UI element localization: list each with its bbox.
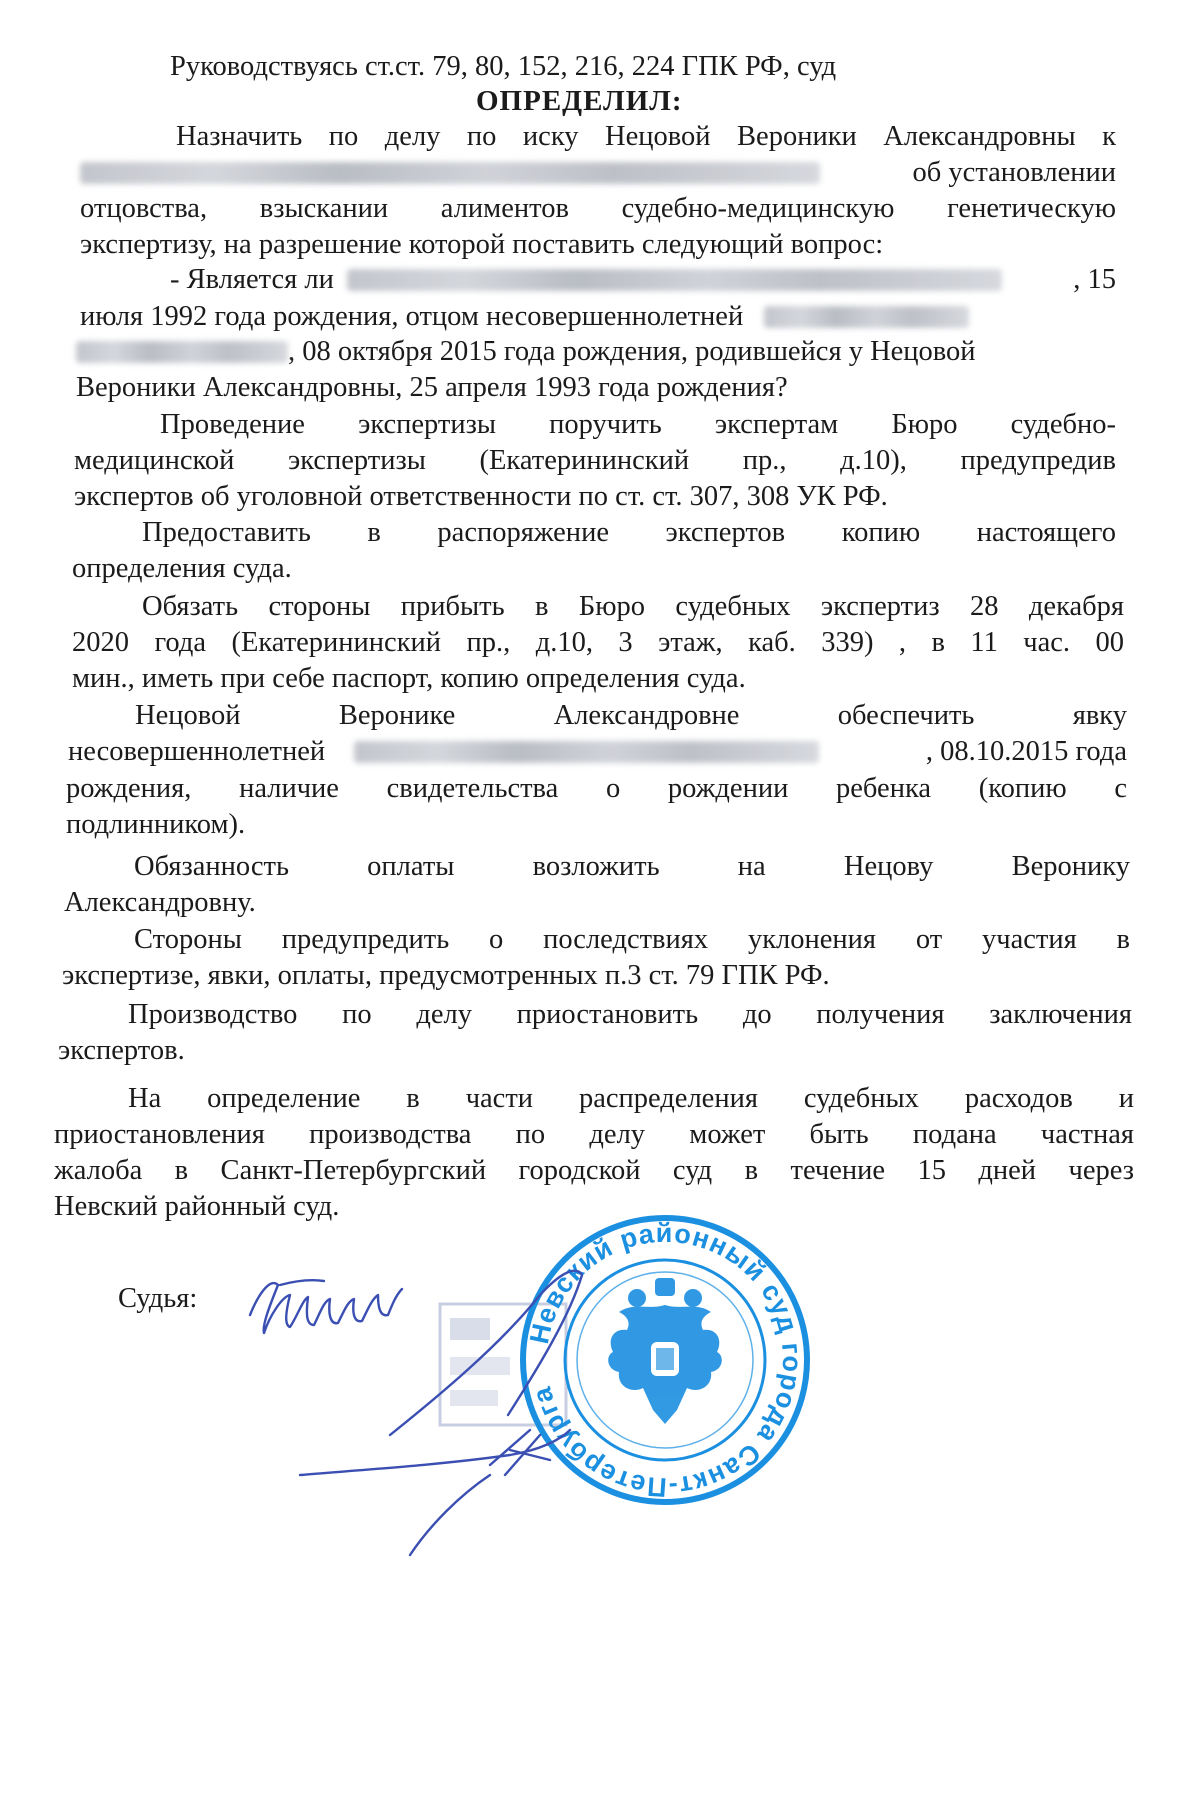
paragraph-line: мин., иметь при себе паспорт, копию определения суда.	[72, 663, 746, 694]
intro-line: Руководствуясь ст.ст. 79, 80, 152, 216, 224 ГПК РФ, суд	[170, 51, 837, 82]
paragraph-line: определения суда.	[72, 553, 292, 584]
paragraph-line: рождения, наличие свидетельства о рождении ребенка (копию с	[66, 773, 1127, 804]
paragraph-line: приостановления производства по делу может быть подана частная	[54, 1119, 1134, 1150]
paragraph-line: экспертизе, явки, оплаты, предусмотренных п.3 ст. 79 ГПК РФ.	[62, 960, 830, 991]
paragraph-line: экспертов.	[58, 1035, 185, 1066]
redacted-name	[764, 306, 969, 328]
paragraph-line: Назначить по делу по иску Нецовой Вероники Александровны к	[176, 121, 1116, 152]
paragraph-line: Стороны предупредить о последствиях уклонения от участия в	[134, 924, 1130, 955]
paragraph-line: , 08 октября 2015 года рождения, родившейся у Нецовой	[76, 335, 1116, 369]
judge-signature	[240, 1255, 780, 1575]
paragraph-line: 2020 года (Екатерининский пр., д.10, 3 этаж, каб. 339) , в 11 час. 00	[72, 627, 1124, 658]
judge-label: Судья:	[118, 1283, 198, 1314]
paragraph-line: - Является ли , 15	[170, 264, 1116, 295]
redacted-name	[80, 162, 820, 184]
paragraph-line: Невский районный суд.	[54, 1191, 340, 1222]
paragraph-line: экспертов об уголовной ответственности по ст. ст. 307, 308 УК РФ.	[74, 481, 888, 512]
paragraph-line: Обязанность оплаты возложить на Нецову Веронику	[134, 851, 1130, 882]
paragraph-line: об установлении	[80, 156, 1116, 190]
paragraph-line: Проведение экспертизы поручить экспертам Бюро судебно-	[160, 409, 1116, 440]
paragraph-line: жалоба в Санкт-Петербургский городской суд в течение 15 дней через	[54, 1155, 1134, 1186]
paragraph-line: На определение в части распределения судебных расходов и	[128, 1083, 1134, 1114]
paragraph-line: июля 1992 года рождения, отцом несовершеннолетней	[80, 300, 1116, 334]
paragraph-line: экспертизу, на разрешение которой поставить следующий вопрос:	[80, 229, 884, 260]
paragraph-line: Производство по делу приостановить до получения заключения	[128, 999, 1132, 1030]
paragraph-line: несовершеннолетней , 08.10.2015 года	[68, 736, 1127, 767]
paragraph-line: отцовства, взыскании алиментов судебно-медицинскую генетическую	[80, 193, 1116, 224]
paragraph-line: Предоставить в распоряжение экспертов копию настоящего	[142, 517, 1116, 548]
paragraph-line: Обязать стороны прибыть в Бюро судебных экспертиз 28 декабря	[142, 591, 1124, 622]
svg-text:Невский районный суд города Са: Невский районный суд города Санкт-Петербурга	[524, 1217, 808, 1503]
redacted-name	[347, 269, 1002, 291]
paragraph-line: Вероники Александровны, 25 апреля 1993 года рождения?	[76, 372, 788, 403]
paragraph-line: Нецовой Веронике Александровне обеспечить явку	[135, 700, 1127, 731]
redacted-name	[354, 741, 819, 763]
paragraph-line: медицинской экспертизы (Екатерининский пр., д.10), предупредив	[74, 445, 1116, 476]
redacted-name	[76, 341, 288, 363]
paragraph-line: подлинником).	[66, 809, 246, 840]
ruling-heading: ОПРЕДЕЛИЛ:	[476, 85, 683, 117]
paragraph-line: Александровну.	[64, 887, 256, 918]
